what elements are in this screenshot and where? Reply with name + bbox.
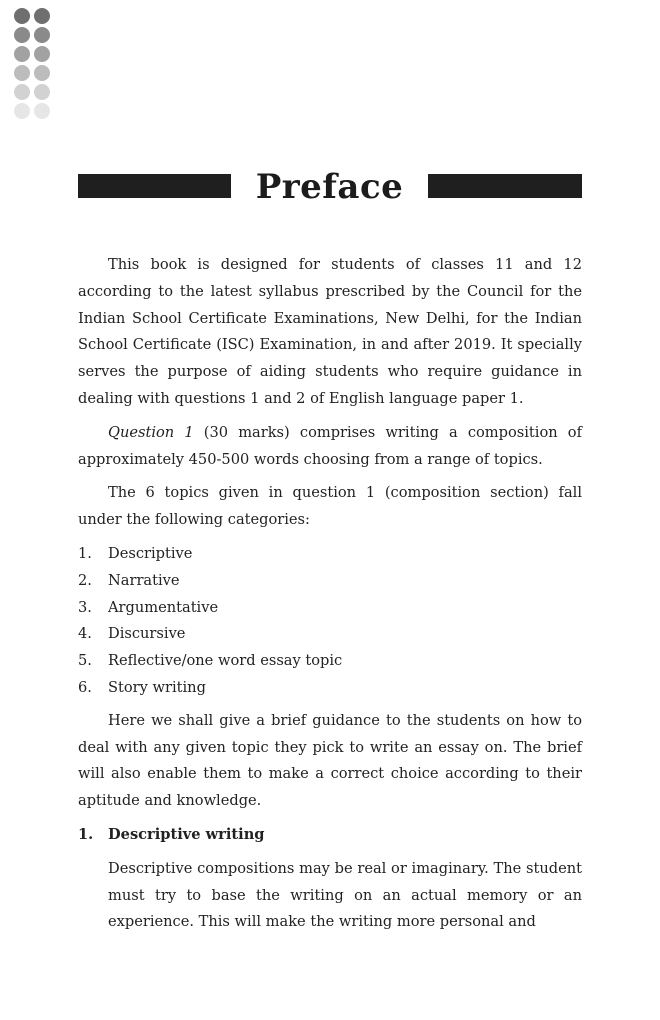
decorative-dots	[14, 8, 50, 119]
list-item	[78, 541, 582, 568]
list-item-label: Argumentative	[108, 598, 219, 616]
dot-icon	[34, 103, 50, 119]
dot-icon	[14, 27, 30, 43]
list-item	[78, 675, 582, 702]
title-bar-left	[78, 174, 231, 198]
list-item-number: 3.	[78, 598, 92, 616]
list-item-number: 6.	[78, 678, 92, 696]
question-paragraph	[78, 420, 582, 474]
list-item	[78, 568, 582, 595]
intro-paragraph: This book is designed for students of classes 11 and 12 according to the latest syllabus prescribed by the Council for the Indian School Certificate Examinations, New Delhi, for the Indian School Certificate (ISC) Examination, in and after 2019. It specially serves the purpose of aiding students who require guidance in dealing with questions 1 and 2 of English language paper 1.	[78, 256, 582, 407]
guidance-paragraph: Here we shall give a brief guidance to the students on how to deal with any given topic they pick to write an essay on. The brief will also enable them to make a correct choice according to their aptitude and knowledge.	[78, 711, 582, 810]
title-row	[78, 164, 582, 210]
list-item-label: Discursive	[108, 625, 186, 643]
list-item-number: 5.	[78, 652, 92, 670]
section-title: Descriptive writing	[108, 825, 265, 843]
list-item-label: Descriptive	[108, 544, 193, 562]
section-heading	[78, 822, 582, 849]
page-title: Preface	[255, 167, 404, 207]
list-item-label: Story writing	[108, 678, 206, 696]
dot-icon	[14, 103, 30, 119]
dot-icon	[14, 46, 30, 62]
categories-list	[78, 541, 582, 702]
question-text: (30 marks) comprises writing a composition of approximately 450-500 words choosing from a range of topics.	[78, 423, 582, 468]
list-item	[78, 595, 582, 622]
dot-icon	[34, 46, 50, 62]
dot-icon	[14, 84, 30, 100]
section-number: 1.	[78, 825, 94, 843]
list-item	[78, 621, 582, 648]
question-label: Question 1	[108, 423, 194, 441]
list-item-label: Reflective/one word essay topic	[108, 652, 343, 670]
dot-icon	[34, 8, 50, 24]
page-body	[78, 252, 582, 936]
dot-icon	[34, 84, 50, 100]
list-item-label: Narrative	[108, 571, 180, 589]
section-paragraph	[78, 856, 582, 936]
dot-icon	[34, 65, 50, 81]
dot-icon	[34, 27, 50, 43]
topics-intro-paragraph: The 6 topics given in question 1 (composition section) fall under the following categories:	[78, 484, 582, 529]
section-text: Descriptive compositions may be real or imaginary. The student must try to base the writing on an actual memory or an experience. This will make the writing more personal and	[108, 859, 582, 931]
dot-icon	[14, 65, 30, 81]
list-item-number: 4.	[78, 625, 92, 643]
dot-icon	[14, 8, 30, 24]
title-bar-right	[428, 174, 582, 198]
list-item-number: 1.	[78, 544, 92, 562]
list-item-number: 2.	[78, 571, 92, 589]
list-item	[78, 648, 582, 675]
